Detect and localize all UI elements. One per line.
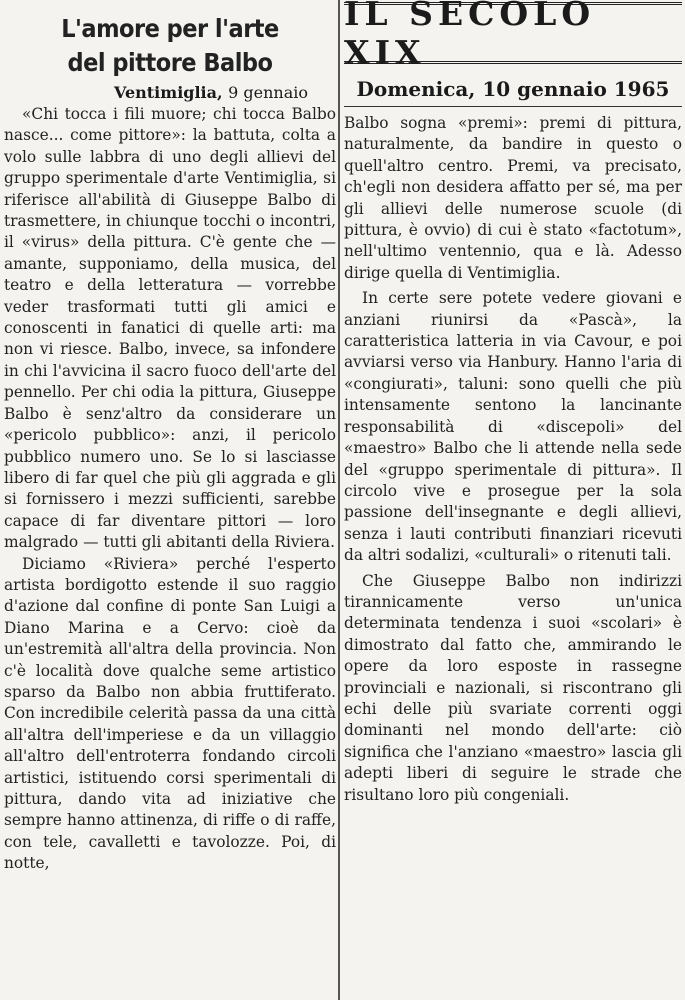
- dateline-location: Ventimiglia,: [114, 83, 223, 102]
- article-paragraph: Diciamo «Riviera» perché l'esperto artista bordigotto estende il suo raggio d'azione dal confine di ponte San Luigi a Diano Marina e a Cervo: cioè da un'estremità all'altra della provincia. Non c'è località dove qualche seme artistico sparso da Balbo non abbia fruttiferato. Con incredibile celerità passa da una città all'altra dell'imperiese e da un villaggio all'altro dell'entroterra fondando circoli artistici, istituendo corsi sperimentali di pittura, dando vita ad iniziative che sempre hanno attinenza, di riffe o di raffe, con tele, cavalletti e tavolozze. Poi, di notte,: [4, 554, 336, 873]
- article-paragraph: In certe sere potete vedere giovani e anziani riunirsi da «Pascà», la caratteristica latteria in via Cavour, e poi avviarsi verso via Hanbury. Hanno l'aria di «congiurati», taluni: sono quelli che più intensamente sentono la lancinante responsabilità di «discepoli» del «maestro» Balbo che li attende nella sede del «gruppo sperimentale di pittura». Il circolo vive e prosegue per la sola passione dell'insegnante e degli allievi, senza i lauti contributi finanziari ricevuti da altri sodalizi, «culturali» o ritenuti tali.: [344, 289, 682, 565]
- left-column-body: [4, 104, 336, 875]
- headline-line-1: L'amore per l'arte: [61, 14, 279, 43]
- right-column-body: [344, 113, 682, 806]
- dateline-date: 9 gennaio: [228, 83, 308, 102]
- headline-line-2: del pittore Balbo: [67, 48, 273, 77]
- newspaper-masthead: IL SECOLO XIX: [344, 2, 682, 64]
- left-column: [4, 0, 336, 1000]
- article-headline: [4, 12, 336, 80]
- right-column: [344, 0, 682, 1000]
- article-paragraph: «Chi tocca i fili muore; chi tocca Balbo nasce... come pittore»: la battuta, colta a volo sulle labbra di uno degli allievi del gruppo sperimentale d'arte Ventimiglia, si riferisce all'abilità di Giuseppe Balbo di trasmettere, in chiunque tocchi o incontri, il «virus» della pittura. C'è gente che — amante, supponiamo, della musica, del teatro e della letteratura — vorrebbe veder trasformati tutti gli amici e conoscenti in fanatici di quelle arti: ma non vi riesce. Balbo, invece, sa infondere in chi l'avvicina il sacro fuoco dell'arte del pennello. Per chi odia la pittura, Giuseppe Balbo è senz'altro da considerare un «pericolo pubblico»: anzi, il pericolo pubblico numero uno. Se lo si lasciasse libero di far quel che più gli aggrada e gli si fornissero i mezzi sufficienti, sarebbe capace di far diventare pittori — loro malgrado — tutti gli abitanti della Riviera.: [4, 105, 336, 552]
- article-paragraph: Che Giuseppe Balbo non indirizzi tirannicamente verso un'unica determinata tendenza i suoi «scolari» è dimostrato dal fatto che, ammirando le opere da loro esposte in rassegne provinciali e nazionali, si riscontrano gli echi delle più svariate correnti oggi dominanti nel mondo dell'arte: ciò significa che l'anziano «maestro» lascia gli adepti liberi di seguire le strade che risultano loro più congeniali.: [344, 571, 682, 804]
- column-divider: [338, 0, 340, 1000]
- article-paragraph: Balbo sogna «premi»: premi di pittura, naturalmente, da bandire in questo o quell'altro centro. Premi, va precisato, ch'egli non desidera affatto per sé, ma per gli allievi delle numerose scuole (di pittura, è ovvio) di cui è stato «factotum», nell'ultimo ventennio, qua e là. Adesso dirige quella di Ventimiglia.: [344, 114, 682, 282]
- dateline: [4, 82, 336, 104]
- issue-date: Domenica, 10 gennaio 1965: [344, 76, 682, 107]
